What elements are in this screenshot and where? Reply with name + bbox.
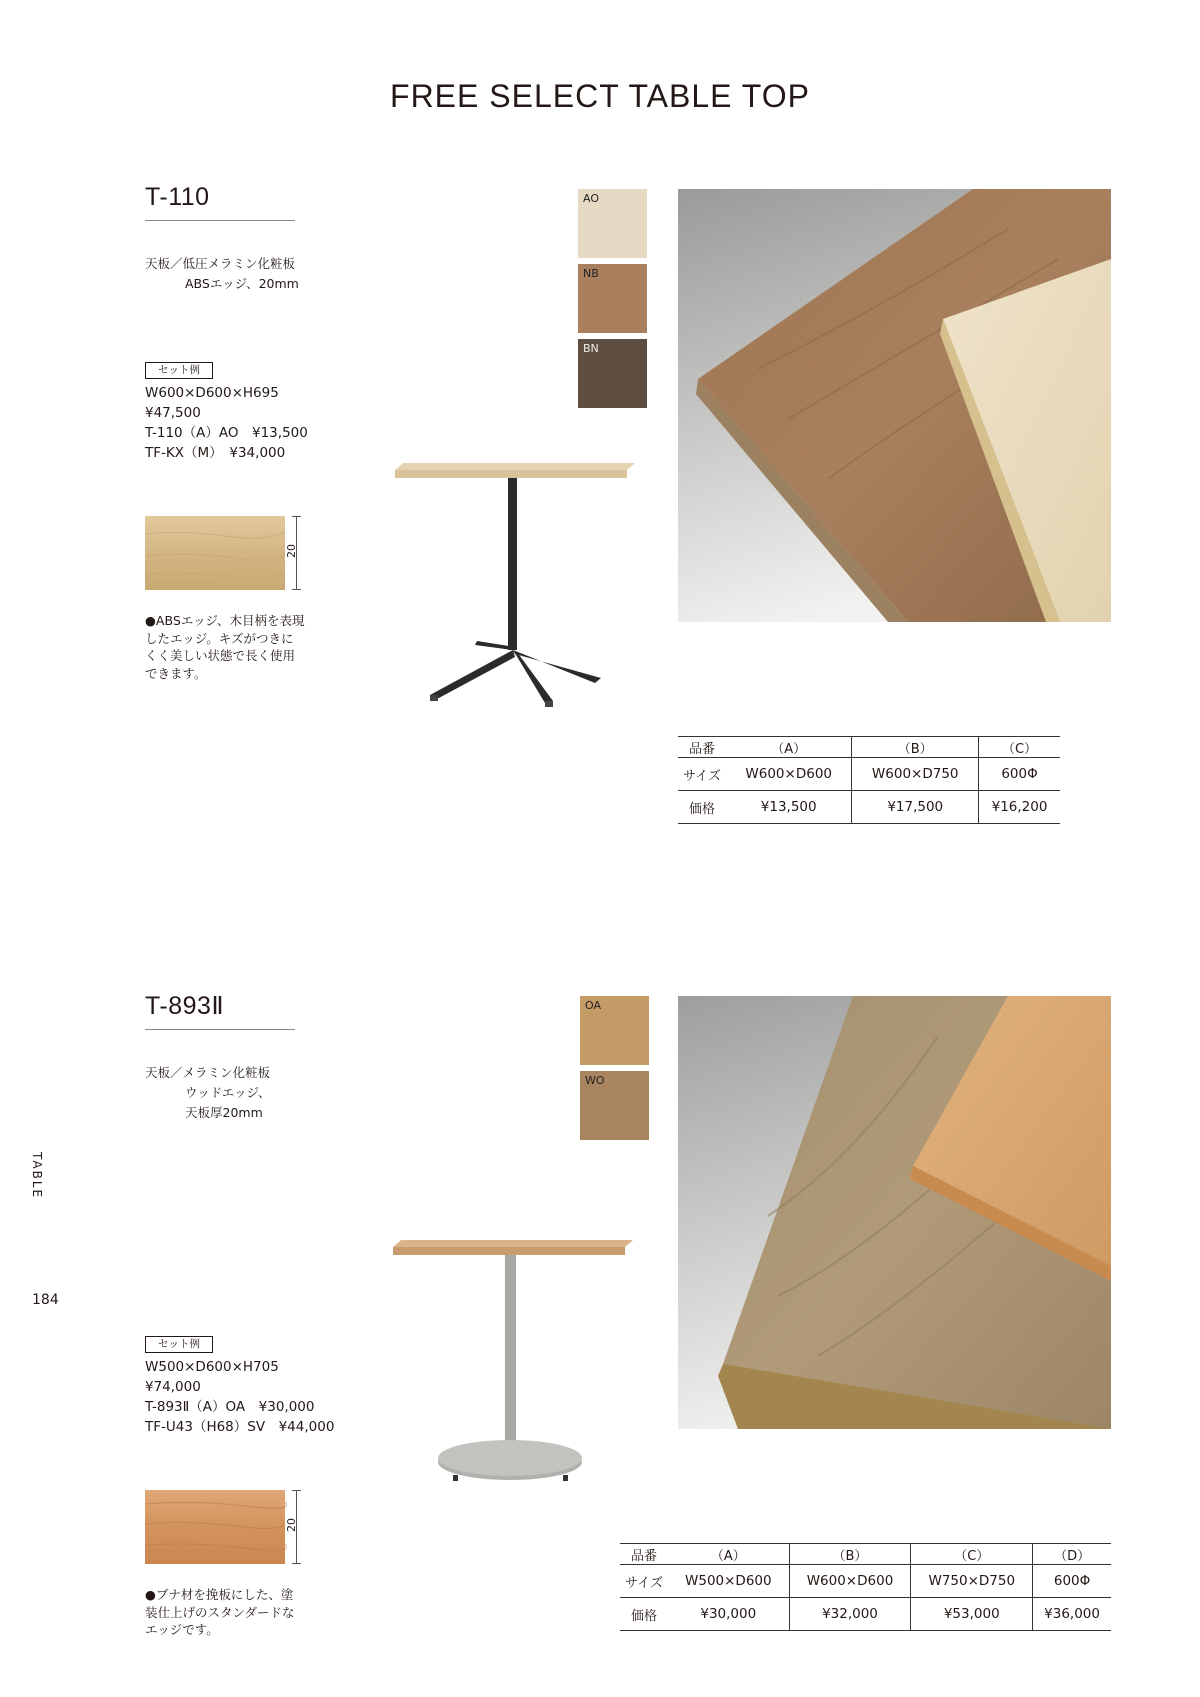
table-header-cell: （C） [979,737,1060,758]
price-table [620,1543,1111,1631]
product-spec [145,1063,271,1123]
set-line: T-893Ⅱ（A）OA ¥30,000 [145,1399,315,1415]
edge-dimension: 20 [285,544,298,558]
size-cell: W600×D600 [789,1565,911,1598]
side-section-label: TABLE [30,1152,44,1200]
row-label: サイズ [678,758,726,791]
size-cell: 600Φ [979,758,1060,791]
swatch-code: BN [583,342,599,355]
set-example-badge: セット例 [145,1336,213,1353]
size-cell: W600×D750 [852,758,979,791]
set-line: W500×D600×H705 [145,1359,279,1375]
set-example-list [145,383,308,463]
edge-sample-image [145,516,287,590]
price-cell: ¥53,000 [911,1598,1033,1631]
product-spec [145,254,299,294]
spec-line: 天板／メラミン化粧板 [145,1065,271,1080]
product-photo [678,189,1111,622]
set-line: TF-KX（M） ¥34,000 [145,445,286,461]
color-swatch[interactable] [580,1071,649,1140]
price-cell: ¥16,200 [979,791,1060,824]
row-label: 価格 [678,791,726,824]
table-header-cell: （B） [852,737,979,758]
size-cell: W600×D600 [726,758,852,791]
swatch-code: AO [583,192,599,205]
product-photo [678,996,1111,1429]
set-line: ¥47,500 [145,405,201,421]
table-header-cell: （C） [911,1544,1033,1565]
price-cell: ¥17,500 [852,791,979,824]
set-example-badge: セット例 [145,362,213,379]
color-swatch[interactable] [578,189,647,258]
table-header-cell: 品番 [678,737,726,758]
product-title: T-110 [145,183,295,221]
color-swatch[interactable] [578,264,647,333]
table-header-cell: （A） [668,1544,789,1565]
table-header-cell: （D） [1033,1544,1111,1565]
size-cell: W500×D600 [668,1565,789,1598]
spec-line: 天板／低圧メラミン化粧板 [145,256,296,271]
product-title: T-893Ⅱ [145,991,295,1030]
swatch-code: WO [585,1074,605,1087]
price-table [678,736,1060,824]
color-swatch[interactable] [578,339,647,408]
set-line: ¥74,000 [145,1379,201,1395]
size-cell: W750×D750 [911,1565,1033,1598]
edge-sample-image [145,1490,287,1564]
spec-line: ウッドエッジ、 [185,1085,271,1100]
page-number: 184 [32,1292,59,1308]
size-cell: 600Φ [1033,1565,1111,1598]
page-title: FREE SELECT TABLE TOP [390,78,810,114]
swatch-code: OA [585,999,601,1012]
table-header-cell: 品番 [620,1544,668,1565]
edge-dimension: 20 [285,1518,298,1532]
set-line: T-110（A）AO ¥13,500 [145,425,308,441]
spec-line: 天板厚20mm [185,1105,263,1120]
row-label: サイズ [620,1565,668,1598]
table-illustration [393,1232,633,1487]
set-line: W600×D600×H695 [145,385,279,401]
table-illustration [395,455,635,715]
price-cell: ¥36,000 [1033,1598,1111,1631]
table-header-cell: （B） [789,1544,911,1565]
table-header-cell: （A） [726,737,852,758]
edge-note: ●ブナ材を挽板にした、塗装仕上げのスタンダードなエッジです。 [145,1587,295,1637]
color-swatch[interactable] [580,996,649,1065]
edge-note: ●ABSエッジ、木目柄を表現したエッジ。キズがつきにくく美しい状態で長く使用できます。 [145,613,305,681]
price-cell: ¥32,000 [789,1598,911,1631]
price-cell: ¥13,500 [726,791,852,824]
price-cell: ¥30,000 [668,1598,789,1631]
set-example-list [145,1357,334,1437]
set-line: TF-U43（H68）SV ¥44,000 [145,1419,335,1435]
swatch-code: NB [583,267,599,280]
row-label: 価格 [620,1598,668,1631]
spec-line: ABSエッジ、20mm [185,276,299,291]
